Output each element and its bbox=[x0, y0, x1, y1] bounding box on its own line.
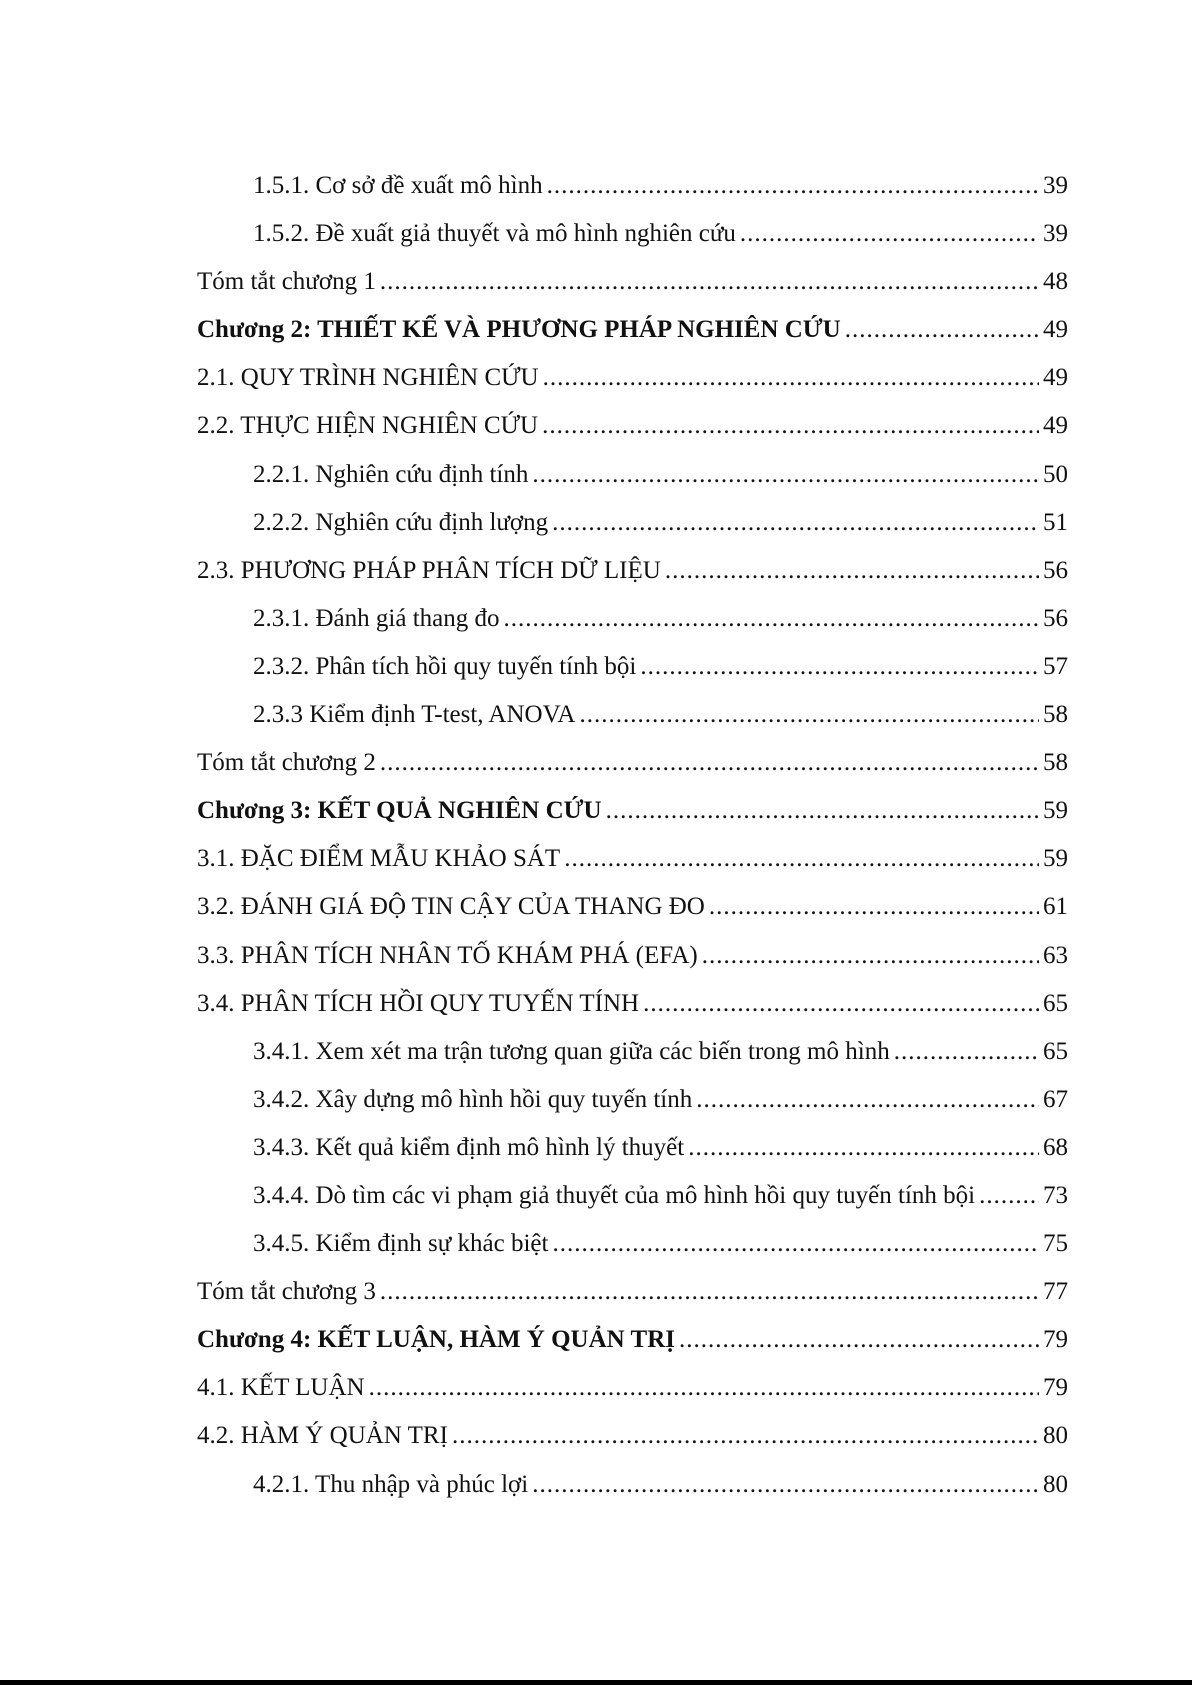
toc-entry[interactable] bbox=[197, 883, 1068, 931]
toc-page-number: 65 bbox=[1043, 1037, 1068, 1065]
toc-dot-leader bbox=[845, 306, 1039, 354]
toc-entry[interactable] bbox=[197, 1461, 1068, 1509]
toc-entry-label: 2.3.2. Phân tích hồi quy tuyến tính bội bbox=[253, 652, 637, 680]
toc-entry[interactable] bbox=[197, 499, 1068, 547]
toc-entry-label: 4.2.1. Thu nhập và phúc lợi bbox=[253, 1470, 529, 1498]
toc-chapter-entry[interactable] bbox=[197, 787, 1068, 835]
toc-entry[interactable] bbox=[197, 1412, 1068, 1460]
toc-page-number: 63 bbox=[1043, 941, 1068, 969]
toc-entry-label: Tóm tắt chương 2 bbox=[197, 749, 376, 777]
toc-entry-label: 4.2. HÀM Ý QUẢN TRỊ bbox=[197, 1422, 448, 1450]
toc-page-number: 51 bbox=[1043, 508, 1068, 536]
toc-dot-leader bbox=[547, 162, 1039, 210]
toc-dot-leader bbox=[702, 932, 1039, 980]
table-of-contents bbox=[197, 162, 1068, 1509]
toc-dot-leader bbox=[542, 402, 1039, 450]
toc-entry-label: 1.5.2. Đề xuất giả thuyết và mô hình nghiên cứu bbox=[253, 220, 736, 248]
toc-dot-leader bbox=[532, 1461, 1039, 1509]
toc-dot-leader bbox=[696, 1076, 1039, 1124]
toc-dot-leader bbox=[552, 1220, 1039, 1268]
toc-page-number: 48 bbox=[1043, 268, 1068, 296]
toc-page-number: 80 bbox=[1043, 1470, 1068, 1498]
toc-dot-leader bbox=[532, 451, 1039, 499]
toc-entry[interactable] bbox=[197, 1268, 1068, 1316]
toc-page-number: 79 bbox=[1043, 1374, 1068, 1402]
toc-dot-leader bbox=[380, 258, 1039, 306]
toc-page-number: 79 bbox=[1043, 1326, 1068, 1354]
toc-chapter-entry[interactable] bbox=[197, 306, 1068, 354]
toc-entry-label: 3.4. PHÂN TÍCH HỒI QUY TUYẾN TÍNH bbox=[197, 989, 640, 1017]
toc-entry-label: 2.2.1. Nghiên cứu định tính bbox=[253, 460, 529, 488]
toc-dot-leader bbox=[979, 1172, 1039, 1220]
page-bottom-border bbox=[0, 1680, 1192, 1685]
toc-entry[interactable] bbox=[197, 835, 1068, 883]
toc-page-number: 39 bbox=[1043, 220, 1068, 248]
toc-entry-label: 3.4.4. Dò tìm các vi phạm giả thuyết của mô hình hồi quy tuyến tính bội bbox=[253, 1181, 976, 1209]
toc-page-number: 56 bbox=[1043, 604, 1068, 632]
toc-entry[interactable] bbox=[197, 451, 1068, 499]
toc-entry-label: 2.3.3 Kiểm định T-test, ANOVA bbox=[253, 701, 576, 729]
toc-page-number: 49 bbox=[1043, 412, 1068, 440]
toc-entry-label: 2.2.2. Nghiên cứu định lượng bbox=[253, 508, 549, 536]
toc-entry-label: 3.3. PHÂN TÍCH NHÂN TỐ KHÁM PHÁ (EFA) bbox=[197, 941, 698, 969]
toc-entry[interactable] bbox=[197, 1124, 1068, 1172]
toc-page-number: 67 bbox=[1043, 1085, 1068, 1113]
toc-page-number: 59 bbox=[1043, 797, 1068, 825]
toc-entry-label: 3.4.5. Kiểm định sự khác biệt bbox=[253, 1230, 549, 1258]
toc-entry[interactable] bbox=[197, 739, 1068, 787]
toc-page-number: 68 bbox=[1043, 1133, 1068, 1161]
toc-entry[interactable] bbox=[197, 547, 1068, 595]
toc-entry-label: 2.3.1. Đánh giá thang đo bbox=[253, 604, 500, 632]
toc-page-number: 65 bbox=[1043, 989, 1068, 1017]
toc-entry[interactable] bbox=[197, 980, 1068, 1028]
toc-entry-label: Chương 4: KẾT LUẬN, HÀM Ý QUẢN TRỊ bbox=[197, 1326, 675, 1354]
toc-page-number: 49 bbox=[1043, 364, 1068, 392]
toc-dot-leader bbox=[564, 835, 1039, 883]
toc-dot-leader bbox=[665, 547, 1039, 595]
toc-page-number: 58 bbox=[1043, 701, 1068, 729]
toc-entry[interactable] bbox=[197, 1364, 1068, 1412]
toc-dot-leader bbox=[380, 1268, 1039, 1316]
toc-page-number: 50 bbox=[1043, 460, 1068, 488]
toc-entry[interactable] bbox=[197, 1220, 1068, 1268]
toc-dot-leader bbox=[503, 595, 1039, 643]
toc-entry[interactable] bbox=[197, 402, 1068, 450]
toc-page-number: 59 bbox=[1043, 845, 1068, 873]
toc-entry[interactable] bbox=[197, 691, 1068, 739]
toc-dot-leader bbox=[369, 1364, 1039, 1412]
toc-entry[interactable] bbox=[197, 932, 1068, 980]
toc-dot-leader bbox=[380, 739, 1039, 787]
toc-dot-leader bbox=[552, 499, 1039, 547]
toc-dot-leader bbox=[894, 1028, 1039, 1076]
toc-dot-leader bbox=[640, 643, 1039, 691]
toc-dot-leader bbox=[643, 980, 1039, 1028]
toc-entry-label: 1.5.1. Cơ sở đề xuất mô hình bbox=[253, 172, 543, 199]
toc-entry-label: Tóm tắt chương 3 bbox=[197, 1278, 376, 1306]
toc-dot-leader bbox=[709, 883, 1039, 931]
toc-page-number: 77 bbox=[1043, 1278, 1068, 1306]
toc-page-number: 61 bbox=[1043, 893, 1068, 921]
toc-dot-leader bbox=[740, 210, 1039, 258]
toc-entry-label: 3.4.3. Kết quả kiểm định mô hình lý thuyết bbox=[253, 1133, 685, 1161]
toc-entry[interactable] bbox=[197, 643, 1068, 691]
toc-entry[interactable] bbox=[197, 210, 1068, 258]
toc-entry-label: 4.1. KẾT LUẬN bbox=[197, 1374, 365, 1402]
toc-entry[interactable] bbox=[197, 162, 1068, 210]
toc-page-number: 56 bbox=[1043, 556, 1068, 584]
toc-page-number: 57 bbox=[1043, 652, 1068, 680]
toc-entry-label: 3.4.2. Xây dựng mô hình hồi quy tuyến tính bbox=[253, 1085, 693, 1113]
toc-entry-label: 2.3. PHƯƠNG PHÁP PHÂN TÍCH DỮ LIỆU bbox=[197, 556, 661, 584]
toc-page-number: 73 bbox=[1043, 1181, 1068, 1209]
toc-dot-leader bbox=[452, 1412, 1039, 1460]
toc-entry-label: Chương 3: KẾT QUẢ NGHIÊN CỨU bbox=[197, 797, 602, 825]
toc-entry-label: Tóm tắt chương 1 bbox=[197, 268, 376, 296]
toc-page-number: 49 bbox=[1043, 316, 1068, 344]
toc-entry[interactable] bbox=[197, 258, 1068, 306]
toc-entry-label: 3.1. ĐẶC ĐIỂM MẪU KHẢO SÁT bbox=[197, 845, 561, 873]
toc-dot-leader bbox=[543, 354, 1039, 402]
toc-page-number: 80 bbox=[1043, 1422, 1068, 1450]
toc-entry-label: 3.2. ĐÁNH GIÁ ĐỘ TIN CẬY CỦA THANG ĐO bbox=[197, 893, 705, 921]
toc-entry[interactable] bbox=[197, 1172, 1068, 1220]
toc-dot-leader bbox=[679, 1316, 1039, 1364]
toc-entry-label: 2.1. QUY TRÌNH NGHIÊN CỨU bbox=[197, 364, 539, 392]
toc-entry-label: 3.4.1. Xem xét ma trận tương quan giữa các biến trong mô hình bbox=[253, 1037, 890, 1065]
toc-dot-leader bbox=[688, 1124, 1039, 1172]
toc-page-number: 58 bbox=[1043, 749, 1068, 777]
toc-chapter-entry[interactable] bbox=[197, 1316, 1068, 1364]
toc-entry-label: Chương 2: THIẾT KẾ VÀ PHƯƠNG PHÁP NGHIÊN CỨU bbox=[197, 316, 841, 344]
toc-entry[interactable] bbox=[197, 595, 1068, 643]
toc-entry[interactable] bbox=[197, 1076, 1068, 1124]
toc-entry[interactable] bbox=[197, 1028, 1068, 1076]
toc-entry-label: 2.2. THỰC HIỆN NGHIÊN CỨU bbox=[197, 412, 539, 440]
toc-page-number: 39 bbox=[1043, 172, 1068, 199]
toc-page-number: 75 bbox=[1043, 1230, 1068, 1258]
toc-dot-leader bbox=[606, 787, 1039, 835]
toc-dot-leader bbox=[579, 691, 1039, 739]
toc-entry[interactable] bbox=[197, 354, 1068, 402]
